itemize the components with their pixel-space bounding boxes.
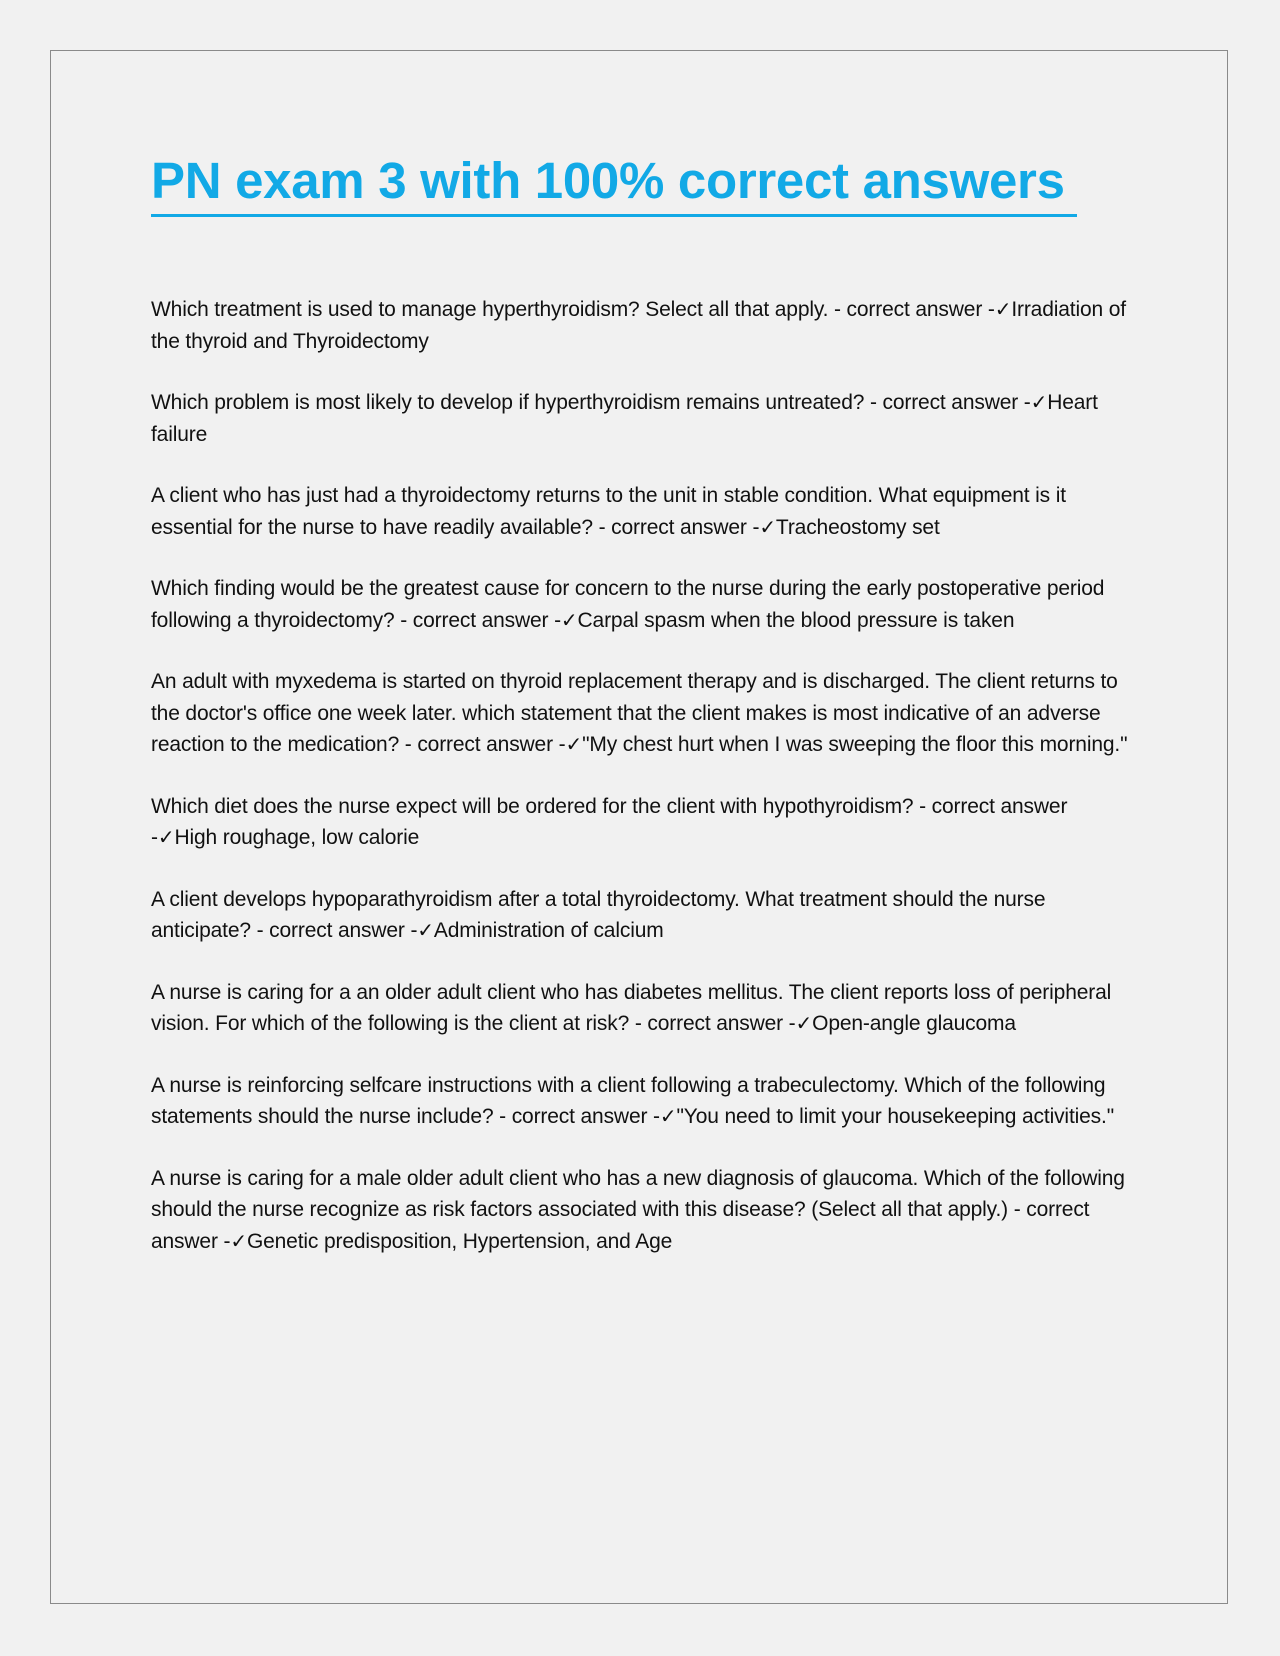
qa-item [151,884,1133,947]
qa-item [151,387,1133,450]
answer-separator: - correct answer - [151,794,1068,849]
answer-separator: - correct answer - [828,298,995,321]
answer-separator: - correct answer - [864,391,1031,414]
check-mark-icon: ✓ [659,1104,677,1128]
question-text: A client develops hypoparathyroidism after a total thyroidectomy. What treatment should the nurse anticipate? [151,887,1046,942]
question-text: Which diet does the nurse expect will be ordered for the client with hypothyroidism? [151,794,914,818]
question-text: Which problem is most likely to develop if hyperthyroidism remains untreated? [151,391,865,414]
check-mark-icon: ✓ [759,514,776,539]
qa-item [151,1163,1133,1258]
answer-text: Carpal spasm when the blood pressure is taken [577,608,1015,632]
answer-separator: - correct answer - [629,1012,796,1035]
answer-text: Administration of calcium [433,919,664,942]
answer-separator: - correct answer - [399,733,566,756]
qa-list [151,294,1133,1287]
answer-text: Irradiation of the thyroid and Thyroidectomy [151,298,1126,353]
document-title: PN exam 3 with 100% correct answers [151,152,1065,209]
qa-item [151,1070,1133,1133]
qa-item [151,480,1133,543]
check-mark-icon: ✓ [795,1011,813,1035]
answer-separator: - correct answer - [394,608,561,632]
answer-separator: - correct answer - [151,1198,1090,1253]
check-mark-icon: ✓ [417,918,434,942]
answer-text: Genetic predisposition, Hypertension, and Age [246,1229,673,1253]
qa-item [151,666,1133,761]
answer-text: Open-angle glaucoma [812,1012,1016,1035]
check-mark-icon: ✓ [560,607,578,632]
question-text: Which finding would be the greatest cause for concern to the nurse during the early postoperative period following a thyroidectomy? [151,577,1105,632]
answer-separator: - correct answer - [250,919,418,942]
check-mark-icon: ✓ [157,825,175,849]
question-text: Which treatment is used to manage hyperthyroidism? Select all that apply. [151,298,829,321]
answer-text: "My chest hurt when I was sweeping the floor this morning." [582,733,1128,756]
qa-item [151,977,1133,1040]
title-underline [151,214,1077,217]
question-text: An adult with myxedema is started on thyroid replacement therapy and is discharged. The client returns to the doctor's office one week later. which statement that the client makes is most indicative of an adverse reaction to the medication? [151,670,1118,756]
check-mark-icon: ✓ [565,732,583,756]
question-text: A nurse is reinforcing selfcare instructions with a client following a trabeculectomy. Which of the following statements should the nurse include? [151,1073,1106,1128]
qa-item [151,294,1133,357]
question-text: A nurse is caring for a an older adult client who has diabetes mellitus. The client reports loss of peripheral vision. For which of the following is the client at risk? [151,980,1112,1035]
qa-item [151,791,1133,854]
check-mark-icon: ✓ [994,297,1012,321]
answer-separator: - correct answer - [493,1105,660,1128]
check-mark-icon: ✓ [230,1228,247,1253]
qa-item [151,573,1133,636]
answer-text: Tracheostomy set [775,515,940,539]
answer-separator: - correct answer - [592,515,760,539]
question-text: A client who has just had a thyroidectomy returns to the unit in stable condition. What equipment is it essential for the nurse to have readily available? [151,484,1066,539]
answer-text: High roughage, low calorie [174,826,420,849]
answer-text: Heart failure [151,391,1098,446]
check-mark-icon: ✓ [1030,390,1048,414]
answer-text: "You need to limit your housekeeping activities." [676,1105,1115,1128]
question-text: A nurse is caring for a male older adult client who has a new diagnosis of glaucoma. Which of the following should the nurse recognize as risk factors associated with this disease? (Select all that apply.) [151,1166,1125,1221]
